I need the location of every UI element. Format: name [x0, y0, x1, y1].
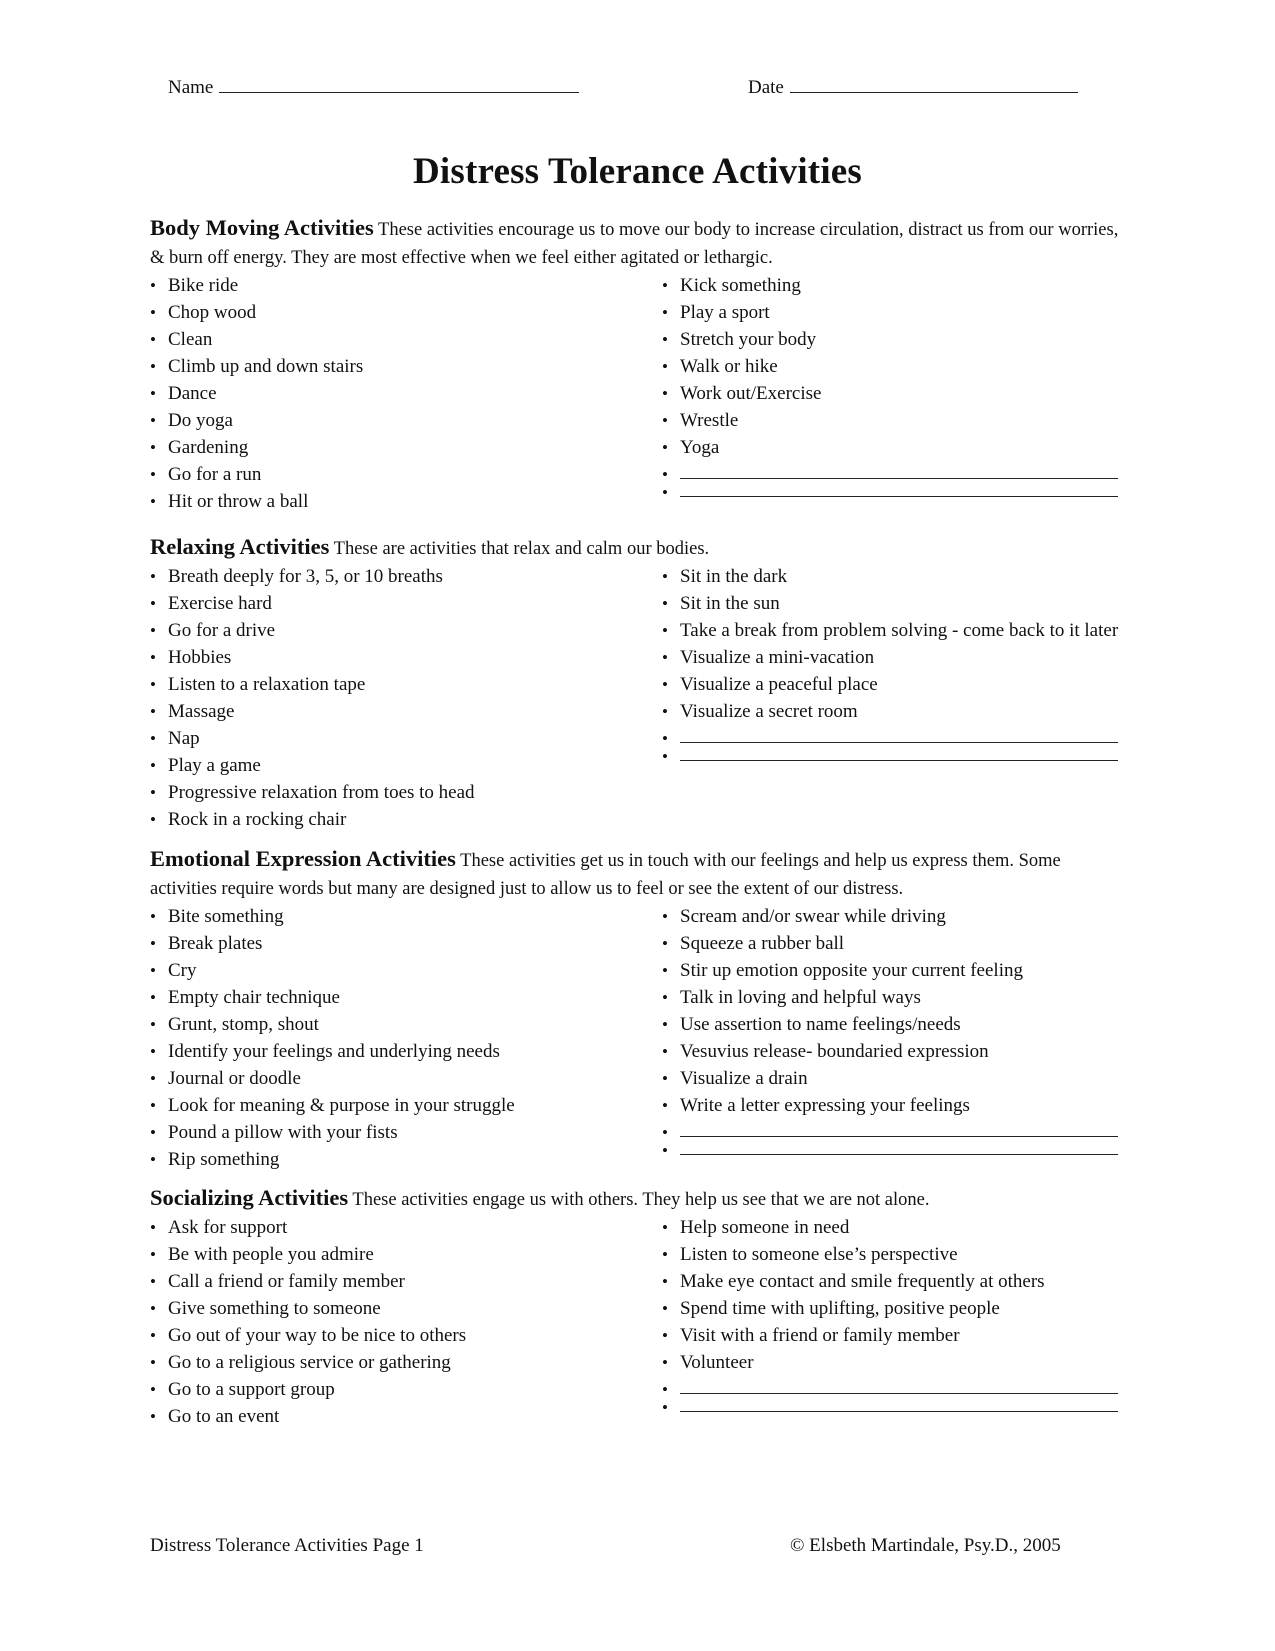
activity-item: • Play a sport: [662, 299, 1120, 326]
activity-item: • Empty chair technique: [150, 984, 662, 1011]
activity-item: • Break plates: [150, 930, 662, 957]
activity-item: • Talk in loving and helpful ways: [662, 984, 1120, 1011]
activity-item: • Visualize a peaceful place: [662, 671, 1120, 698]
activity-item: • Identify your feelings and underlying needs: [150, 1038, 662, 1065]
write-in-blank-line[interactable]: [680, 743, 1118, 761]
section-intro: [150, 845, 1120, 903]
activity-list-left: [150, 1214, 662, 1430]
activity-item: • Nap: [150, 725, 662, 752]
activity-item: • Help someone in need: [662, 1214, 1120, 1241]
section-description: These activities encourage us to move our body to increase circulation, distract us from our worries, & burn off energy. They are most effective when we feel either agitated or lethargic.: [150, 220, 1119, 268]
name-field: [168, 74, 579, 99]
activity-item: • Write a letter expressing your feelings: [662, 1092, 1120, 1119]
activity-item: • Ask for support: [150, 1214, 662, 1241]
activity-item: • Scream and/or swear while driving: [662, 903, 1120, 930]
section-intro: [150, 1184, 1120, 1214]
activity-columns: [150, 272, 1120, 515]
write-in-blank-line[interactable]: [680, 725, 1118, 743]
activity-item: • Grunt, stomp, shout: [150, 1011, 662, 1038]
activity-item: • Visualize a drain: [662, 1065, 1120, 1092]
write-in-activity: [662, 479, 1120, 497]
write-in-blank-line[interactable]: [680, 479, 1118, 497]
write-in-blank-line[interactable]: [680, 1119, 1118, 1137]
section-relaxing: [150, 533, 1120, 833]
section-title: Body Moving Activities: [150, 215, 374, 240]
activity-item: • Exercise hard: [150, 590, 662, 617]
activity-item: • Go for a run: [150, 461, 662, 488]
write-in-activity: [662, 743, 1120, 761]
activity-item: • Use assertion to name feelings/needs: [662, 1011, 1120, 1038]
activity-item: • Go for a drive: [150, 617, 662, 644]
activity-list-right: [662, 272, 1120, 515]
activity-item: • Make eye contact and smile frequently at others: [662, 1268, 1120, 1295]
activity-item: • Hobbies: [150, 644, 662, 671]
activity-item: • Sit in the sun: [662, 590, 1120, 617]
section-intro: [150, 533, 1120, 563]
activity-item: • Yoga: [662, 434, 1120, 461]
activity-item: • Visualize a mini-vacation: [662, 644, 1120, 671]
activity-item: • Visit with a friend or family member: [662, 1322, 1120, 1349]
activity-item: • Spend time with uplifting, positive people: [662, 1295, 1120, 1322]
name-label: Name: [168, 77, 214, 98]
write-in-blank-line[interactable]: [680, 1137, 1118, 1155]
activity-item: • Stir up emotion opposite your current feeling: [662, 957, 1120, 984]
activity-item: • Gardening: [150, 434, 662, 461]
activity-item: • Squeeze a rubber ball: [662, 930, 1120, 957]
activity-item: • Progressive relaxation from toes to head: [150, 779, 662, 806]
section-title: Relaxing Activities: [150, 534, 330, 559]
activity-item: • Bite something: [150, 903, 662, 930]
activity-list-right: [662, 903, 1120, 1173]
activity-item: • Wrestle: [662, 407, 1120, 434]
activity-item: • Listen to someone else’s perspective: [662, 1241, 1120, 1268]
write-in-blank-line[interactable]: [680, 461, 1118, 479]
activity-item: • Give something to someone: [150, 1295, 662, 1322]
activity-item: • Go out of your way to be nice to others: [150, 1322, 662, 1349]
date-blank-line[interactable]: [790, 74, 1078, 93]
write-in-activity: [662, 1119, 1120, 1137]
activity-item: • Rip something: [150, 1146, 662, 1173]
activity-item: • Go to an event: [150, 1403, 662, 1430]
activity-item: • Do yoga: [150, 407, 662, 434]
write-in-activity: [662, 725, 1120, 743]
date-field: [748, 74, 1078, 99]
name-blank-line[interactable]: [219, 74, 579, 93]
activity-item: • Play a game: [150, 752, 662, 779]
activity-item: • Climb up and down stairs: [150, 353, 662, 380]
activity-item: • Hit or throw a ball: [150, 488, 662, 515]
footer-page-label: Distress Tolerance Activities Page 1: [150, 1535, 424, 1556]
write-in-activity: [662, 1394, 1120, 1412]
activity-list-right: [662, 1214, 1120, 1430]
section-description: These are activities that relax and calm our bodies.: [333, 539, 710, 559]
activity-item: • Go to a religious service or gathering: [150, 1349, 662, 1376]
section-socializing: [150, 1184, 1120, 1430]
write-in-blank-line[interactable]: [680, 1376, 1118, 1394]
activity-item: • Chop wood: [150, 299, 662, 326]
activity-item: • Breath deeply for 3, 5, or 10 breaths: [150, 563, 662, 590]
activity-item: • Be with people you admire: [150, 1241, 662, 1268]
document-title: Distress Tolerance Activities: [412, 151, 863, 192]
activity-item: • Take a break from problem solving - come back to it later: [662, 617, 1120, 644]
activity-item: • Listen to a relaxation tape: [150, 671, 662, 698]
section-description: These activities get us in touch with our feelings and help us express them. Some activities require words but many are designed just to allow us to feel or see the extent of our distress.: [150, 851, 1061, 899]
activity-item: • Vesuvius release- boundaried expression: [662, 1038, 1120, 1065]
activity-item: • Volunteer: [662, 1349, 1120, 1376]
activity-item: • Dance: [150, 380, 662, 407]
activity-item: • Visualize a secret room: [662, 698, 1120, 725]
activity-item: • Work out/Exercise: [662, 380, 1120, 407]
activity-item: • Sit in the dark: [662, 563, 1120, 590]
activity-item: • Rock in a rocking chair: [150, 806, 662, 833]
activity-list-right: [662, 563, 1120, 833]
section-intro: [150, 214, 1120, 272]
write-in-activity: [662, 1376, 1120, 1394]
write-in-activity: [662, 1137, 1120, 1155]
activity-item: • Massage: [150, 698, 662, 725]
activity-item: • Walk or hike: [662, 353, 1120, 380]
date-label: Date: [748, 77, 784, 98]
activity-list-left: [150, 272, 662, 515]
section-emotional-expression: [150, 845, 1120, 1173]
write-in-blank-line[interactable]: [680, 1394, 1118, 1412]
activity-item: • Kick something: [662, 272, 1120, 299]
footer-copyright: © Elsbeth Martindale, Psy.D., 2005: [790, 1535, 1061, 1556]
activity-item: • Go to a support group: [150, 1376, 662, 1403]
activity-item: • Look for meaning & purpose in your struggle: [150, 1092, 662, 1119]
activity-columns: [150, 1214, 1120, 1430]
activity-item: • Stretch your body: [662, 326, 1120, 353]
activity-item: • Pound a pillow with your fists: [150, 1119, 662, 1146]
activity-item: • Clean: [150, 326, 662, 353]
section-body-moving: [150, 214, 1120, 515]
activity-item: • Cry: [150, 957, 662, 984]
activity-item: • Journal or doodle: [150, 1065, 662, 1092]
activity-list-left: [150, 563, 662, 833]
activity-item: • Call a friend or family member: [150, 1268, 662, 1295]
activity-columns: [150, 903, 1120, 1173]
section-title: Emotional Expression Activities: [150, 846, 456, 871]
write-in-activity: [662, 461, 1120, 479]
activity-columns: [150, 563, 1120, 833]
section-description: These activities engage us with others. They help us see that we are not alone.: [352, 1190, 930, 1210]
activity-list-left: [150, 903, 662, 1173]
activity-item: • Bike ride: [150, 272, 662, 299]
section-title: Socializing Activities: [150, 1185, 349, 1210]
